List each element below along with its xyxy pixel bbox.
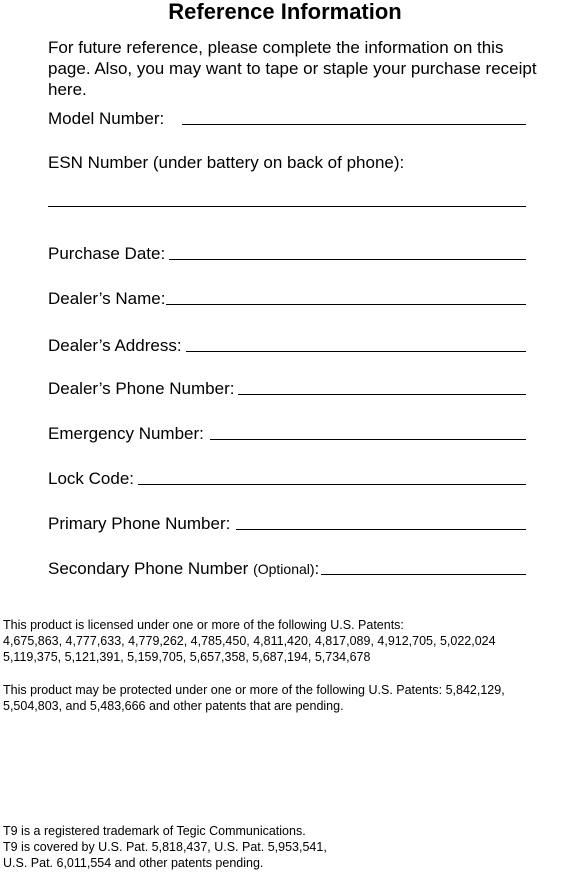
primary-phone-field[interactable]: [48, 510, 526, 534]
dealer-address-label: Dealer’s Address:: [48, 336, 182, 355]
licensed-patents-notice: [3, 617, 568, 665]
emergency-number-field[interactable]: [48, 420, 526, 444]
model-number-label: Model Number:: [48, 109, 165, 128]
dealer-phone-field[interactable]: [48, 375, 526, 399]
model-number-line[interactable]: [182, 124, 526, 125]
protected-patents-notice: [3, 682, 568, 714]
page-title: Reference Information: [168, 0, 402, 24]
secondary-phone-line[interactable]: [321, 574, 526, 575]
dealer-address-line[interactable]: [186, 351, 526, 352]
intro-text: For future reference, please complete the information on this page. Also, you may want to tape or staple your purchase receipt here.: [48, 38, 537, 99]
optional-note: (Optional): [253, 561, 315, 577]
primary-phone-line[interactable]: [236, 529, 526, 530]
primary-phone-label: Primary Phone Number:: [48, 514, 231, 533]
licensed-patents-line-3: 5,119,375, 5,121,391, 5,159,705, 5,657,358, 5,687,194, 5,734,678: [3, 650, 371, 664]
secondary-phone-text: Secondary Phone Number: [48, 559, 249, 578]
secondary-phone-field[interactable]: [48, 555, 526, 579]
secondary-phone-colon: :: [314, 559, 320, 578]
esn-number-line[interactable]: [48, 206, 526, 207]
purchase-date-field[interactable]: [48, 240, 526, 264]
purchase-date-line[interactable]: [169, 259, 526, 260]
emergency-number-label: Emergency Number:: [48, 424, 204, 443]
t9-line-3: U.S. Pat. 6,011,554 and other patents pending.: [3, 856, 264, 870]
dealer-name-field[interactable]: [48, 285, 526, 309]
dealer-address-field[interactable]: [48, 332, 526, 356]
t9-line-1: T9 is a registered trademark of Tegic Communications.: [3, 824, 306, 838]
dealer-name-line[interactable]: [166, 304, 526, 305]
licensed-patents-line-1: This product is licensed under one or more of the following U.S. Patents:: [3, 618, 404, 632]
model-number-field[interactable]: [48, 105, 526, 129]
purchase-date-label: Purchase Date:: [48, 244, 166, 263]
licensed-patents-line-2: 4,675,863, 4,777,633, 4,779,262, 4,785,450, 4,811,420, 4,817,089, 4,912,705, 5,022,024: [3, 634, 496, 648]
dealer-phone-line[interactable]: [238, 394, 526, 395]
emergency-number-line[interactable]: [210, 439, 526, 440]
protected-patents-line-2: 5,504,803, and 5,483,666 and other patents that are pending.: [3, 699, 344, 713]
dealer-phone-label: Dealer’s Phone Number:: [48, 379, 235, 398]
esn-number-label: ESN Number (under battery on back of phone):: [48, 153, 405, 172]
dealer-name-label: Dealer’s Name:: [48, 289, 166, 308]
lock-code-field[interactable]: [48, 465, 526, 489]
lock-code-line[interactable]: [138, 484, 526, 485]
lock-code-label: Lock Code:: [48, 469, 134, 488]
t9-line-2: T9 is covered by U.S. Pat. 5,818,437, U.S. Pat. 5,953,541,: [3, 840, 327, 854]
t9-trademark-notice: [3, 823, 568, 871]
secondary-phone-label: [48, 559, 319, 579]
protected-patents-line-1: This product may be protected under one or more of the following U.S. Patents: 5,842,129,: [3, 683, 505, 697]
